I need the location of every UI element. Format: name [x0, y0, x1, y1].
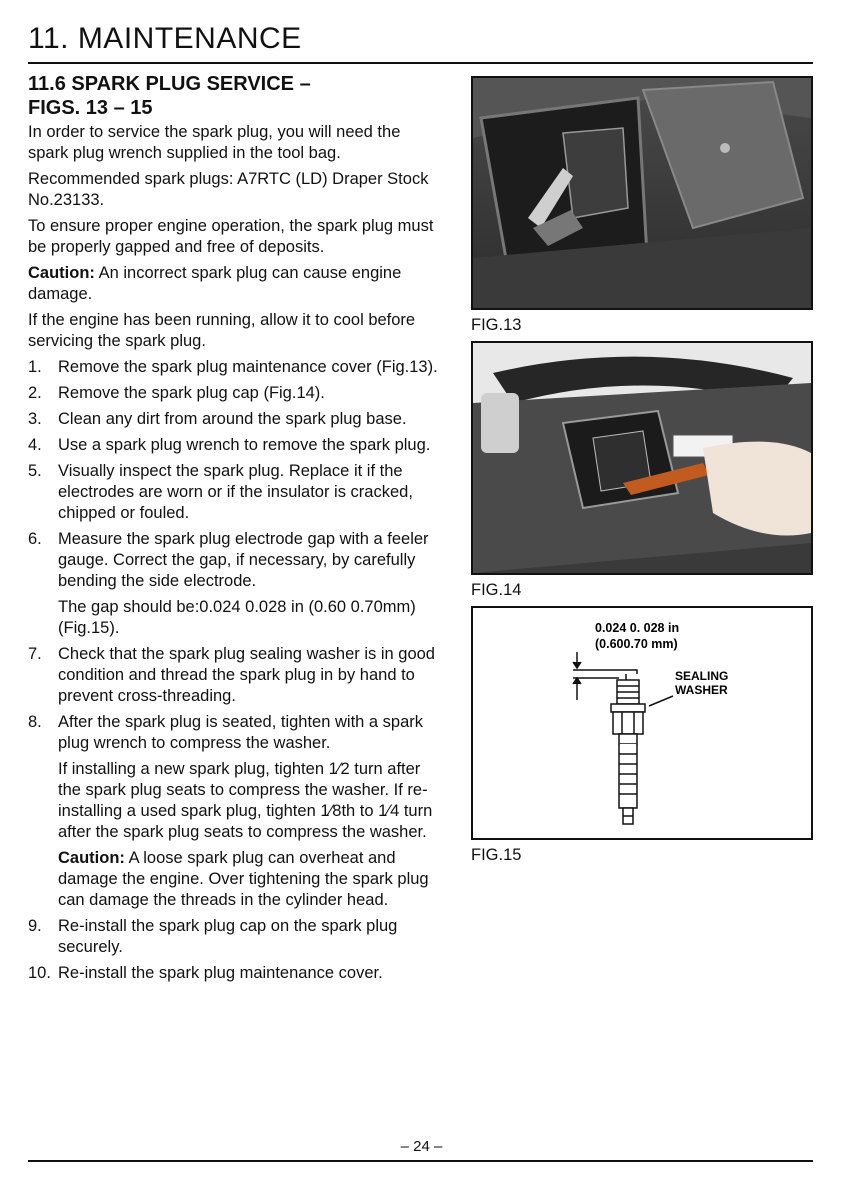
spark-plug — [611, 670, 645, 824]
step-text: Re-install the spark plug cap on the spark plug securely. — [58, 917, 398, 956]
step-number: 10. — [28, 964, 51, 982]
step-text: Re-install the spark plug maintenance cover. — [58, 964, 383, 982]
step-text: Remove the spark plug cap (Fig.14). — [58, 384, 325, 402]
step-text: Check that the spark plug sealing washer is in good condition and thread the spark plug in by hand to prevent cross-threading. — [58, 645, 435, 705]
cool-note: If the engine has been running, allow it to cool before servicing the spark plug. — [28, 311, 416, 350]
list-item — [28, 435, 440, 456]
section-heading-line2: FIGS. 13 – 15 — [28, 97, 153, 119]
text-column — [28, 72, 440, 989]
step-number: 1. — [28, 358, 42, 376]
list-item — [28, 916, 440, 958]
step-text: Use a spark plug wrench to remove the spark plug. — [58, 436, 431, 454]
step-number: 6. — [28, 530, 42, 548]
step-number: 3. — [28, 410, 42, 428]
sealing-washer-label-2: WASHER — [675, 683, 728, 697]
gap-inches-label: 0.024 0. 028 in — [595, 621, 680, 635]
fig14-illustration — [473, 343, 811, 573]
fig14-caption: FIG.14 — [471, 581, 522, 599]
fig13-caption: FIG.13 — [471, 316, 522, 334]
caution-text: An incorrect spark plug can cause engine damage. — [28, 264, 402, 303]
step-number: 8. — [28, 713, 42, 731]
washer-leader-line — [649, 696, 673, 706]
list-item — [28, 357, 440, 378]
list-item — [28, 963, 440, 984]
list-item — [28, 644, 440, 707]
intro-paragraph: To ensure proper engine operation, the spark plug must be properly gapped and free of deposits. — [28, 217, 434, 256]
step-number: 5. — [28, 462, 42, 480]
gap-indicator — [573, 652, 619, 700]
list-item — [28, 461, 440, 524]
step-subtext: The gap should be:0.024 0.028 in (0.60 0.70mm) (Fig.15). — [58, 598, 416, 637]
step-text: Remove the spark plug maintenance cover (Fig.13). — [58, 358, 438, 376]
step-text: After the spark plug is seated, tighten with a spark plug wrench to compress the washer. — [58, 713, 424, 752]
step-text: Visually inspect the spark plug. Replace it if the electrodes are worn or if the insulator is cracked, chipped or fouled. — [58, 462, 413, 522]
step-number: 7. — [28, 645, 42, 663]
list-item — [28, 529, 440, 639]
list-item — [28, 383, 440, 404]
step-text: Clean any dirt from around the spark plug base. — [58, 410, 407, 428]
caution-label: Caution: — [28, 264, 95, 282]
caution-note — [58, 848, 440, 911]
intro-paragraph: In order to service the spark plug, you will need the spark plug wrench supplied in the tool bag. — [28, 123, 401, 162]
chapter-title: 11. MAINTENANCE — [28, 22, 302, 55]
caution-label: Caution: — [58, 849, 125, 867]
caution-note — [28, 263, 440, 305]
section-heading-line1: 11.6 SPARK PLUG SERVICE – — [28, 73, 311, 95]
page-number: – 24 – — [400, 1138, 443, 1155]
list-item — [28, 712, 440, 911]
step-number: 9. — [28, 917, 42, 935]
steps-list — [28, 357, 440, 984]
step-text: Measure the spark plug electrode gap with a feeler gauge. Correct the gap, if necessary, by carefully bending the side electrode. — [58, 530, 429, 590]
intro-paragraph: Recommended spark plugs: A7RTC (LD) Draper Stock No.23133. — [28, 170, 429, 209]
bottom-rule — [28, 1160, 813, 1162]
gap-mm-label: (0.600.70 mm) — [595, 637, 678, 651]
fig15-caption: FIG.15 — [471, 846, 522, 864]
sealing-washer-label: SEALING — [675, 669, 729, 683]
fig15-diagram — [471, 606, 813, 840]
spark-plug-diagram — [473, 608, 811, 838]
caution-text: A loose spark plug can overheat and damage the engine. Over tightening the spark plug can damage the threads in the cylinder head. — [58, 849, 429, 909]
fig14-photo — [471, 341, 813, 575]
list-item — [28, 409, 440, 430]
step-number: 2. — [28, 384, 42, 402]
step-subtext: If installing a new spark plug, tighten 1⁄2 turn after the spark plug seats to compress the washer. If re-installing a used spark plug, tighten 1⁄8th to 1⁄4 turn after the spark plug seats to compress the washer. — [58, 760, 433, 841]
fig13-photo — [471, 76, 813, 310]
top-rule — [28, 62, 813, 64]
fig13-illustration — [473, 78, 811, 308]
section-heading — [28, 72, 440, 120]
step-number: 4. — [28, 436, 42, 454]
